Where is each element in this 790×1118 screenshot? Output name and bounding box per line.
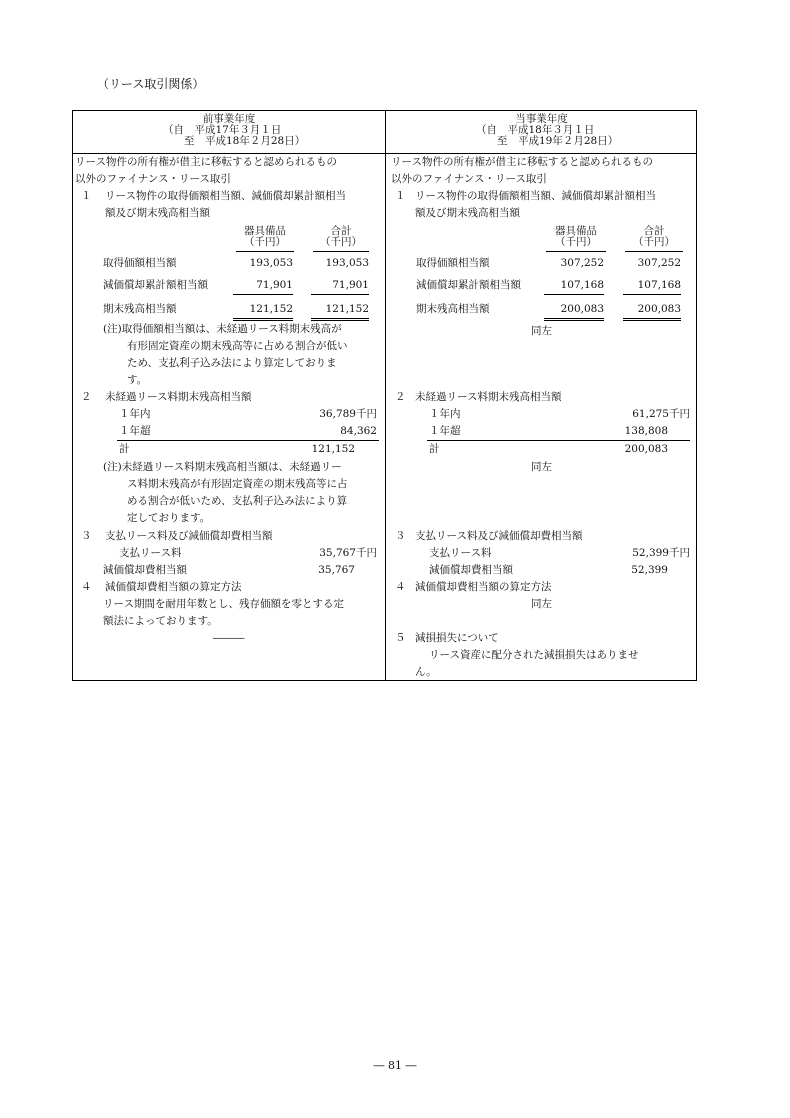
prev-s1-note-line1: (注)取得価額相当額は、未経過リース料期末残高が xyxy=(103,323,342,335)
prev-col1-unit: （千円） xyxy=(236,234,294,252)
prev-header-title: 前事業年度 xyxy=(202,113,256,125)
curr-s5-body-line1: リース資産に配分された減損損失はありませ xyxy=(429,649,639,661)
curr-row3-v2: 200,083 xyxy=(623,301,681,321)
curr-s2-num: ２ xyxy=(395,391,406,403)
prev-s2-row2-value: 84,362 xyxy=(340,425,377,437)
curr-intro-line2: 以外のファイナンス・リース取引 xyxy=(391,173,547,185)
prev-s2-num: ２ xyxy=(81,391,92,403)
prev-s4-heading: 減価償却費相当額の算定方法 xyxy=(105,581,242,593)
prev-s1-note-line2: 有形固定資産の期末残高等に占める割合が低い xyxy=(127,340,348,352)
prev-row3-label: 期末残高相当額 xyxy=(103,303,177,315)
curr-s4-num: ４ xyxy=(395,581,406,593)
prev-header-to: 至 平成18年２月28日） xyxy=(184,135,306,147)
prev-s3-row1-value: 35,767千円 xyxy=(319,547,377,559)
page-number: ― 81 ― xyxy=(373,1059,417,1072)
curr-s2-row1-label: １年内 xyxy=(429,408,461,420)
prev-row1-label: 取得価額相当額 xyxy=(103,257,177,269)
curr-year-column xyxy=(386,111,697,680)
curr-header-to: 至 平成19年２月28日） xyxy=(497,135,619,147)
prev-s4-num: ４ xyxy=(81,581,92,593)
prev-s1-heading-line2: 額及び期末残高相当額 xyxy=(105,207,210,219)
curr-header-from: （自 平成18年３月１日 xyxy=(476,124,595,136)
prev-s2-row3-label: 計 xyxy=(119,443,130,455)
prev-col2-unit: （千円） xyxy=(313,234,369,252)
curr-s3-num: ３ xyxy=(395,530,406,542)
curr-s2-row3-value: 200,083 xyxy=(624,443,668,455)
prev-col2-header: 合計 xyxy=(330,225,352,237)
curr-s4-body: 同左 xyxy=(531,598,552,610)
curr-row1-label: 取得価額相当額 xyxy=(416,257,490,269)
prev-s2-note-line2: ス料期末残高が有形固定資産の期末残高等に占 xyxy=(127,478,348,490)
lease-table xyxy=(72,110,697,681)
section-title: （リース取引関係） xyxy=(97,77,205,91)
prev-s1-heading-line1: リース物件の取得価額相当額、減価償却累計額相当 xyxy=(105,190,346,202)
prev-year-column xyxy=(73,111,385,680)
curr-row1-v1: 307,252 xyxy=(560,257,604,269)
prev-row1-v2: 193,053 xyxy=(325,257,369,269)
prev-s3-row2-value: 35,767 xyxy=(318,564,355,576)
prev-row2-v2: 71,901 xyxy=(311,277,369,295)
curr-row2-label: 減価償却累計額相当額 xyxy=(416,279,521,291)
prev-s1-num: １ xyxy=(81,190,92,202)
curr-s3-row1-value: 52,399千円 xyxy=(632,547,690,559)
curr-s1-note: 同左 xyxy=(531,325,552,337)
prev-s1-note-line3: ため、支払利子込み法により算定しておりま xyxy=(127,357,337,369)
curr-s2-row2-label: １年超 xyxy=(429,425,461,437)
curr-s5-body-line2: ん。 xyxy=(415,666,437,678)
prev-row1-v1: 193,053 xyxy=(249,257,293,269)
curr-s3-row1-label: 支払リース料 xyxy=(429,547,492,559)
prev-s3-row2-label: 減価償却費相当額 xyxy=(103,564,187,576)
prev-s2-note-line3: める割合が低いため、支払利子込み法により算 xyxy=(127,495,348,507)
curr-s1-num: １ xyxy=(395,190,406,202)
curr-s1-heading-line1: リース物件の取得価額相当額、減価償却累計額相当 xyxy=(415,190,656,202)
prev-s2-note-line1: (注)未経過リース料期末残高相当額は、未経過リー xyxy=(103,461,342,473)
curr-s2-row1-value: 61,275千円 xyxy=(632,408,690,420)
curr-row2-v2: 107,168 xyxy=(623,277,681,295)
prev-s2-note-line4: 定しております。 xyxy=(127,512,211,524)
curr-row3-label: 期末残高相当額 xyxy=(416,303,490,315)
curr-row3-v1: 200,083 xyxy=(544,301,604,321)
curr-s2-note: 同左 xyxy=(531,461,552,473)
prev-s1-note-line4: す。 xyxy=(127,374,148,386)
prev-s4-body-line1: リース期間を耐用年数とし、残存価額を零とする定 xyxy=(103,598,344,610)
prev-row3-v1: 121,152 xyxy=(233,301,293,321)
prev-s4-body-line2: 額法によっております。 xyxy=(103,615,218,627)
prev-s3-row1-label: 支払リース料 xyxy=(119,547,182,559)
prev-col1-header: 器具備品 xyxy=(244,225,286,237)
prev-row2-v1: 71,901 xyxy=(233,277,293,295)
curr-s5-heading: 減損損失について xyxy=(415,632,499,644)
prev-s3-heading: 支払リース料及び減価償却費相当額 xyxy=(105,530,273,542)
curr-s1-heading-line2: 額及び期末残高相当額 xyxy=(415,207,520,219)
prev-row2-label: 減価償却累計額相当額 xyxy=(103,279,208,291)
curr-s3-heading: 支払リース料及び減価償却費相当額 xyxy=(415,530,583,542)
prev-header-from: （自 平成17年３月１日 xyxy=(163,124,282,136)
curr-s5-num: ５ xyxy=(395,632,406,644)
curr-col2-unit: （千円） xyxy=(625,234,683,252)
curr-col1-unit: （千円） xyxy=(546,234,606,252)
prev-s2-row2-label: １年超 xyxy=(119,425,151,437)
curr-s2-heading: 未経過リース料期末残高相当額 xyxy=(415,391,562,403)
curr-col2-header: 合計 xyxy=(643,225,665,237)
prev-row3-v2: 121,152 xyxy=(311,301,369,321)
curr-header-title: 当事業年度 xyxy=(515,113,568,125)
curr-s2-row3-label: 計 xyxy=(429,443,440,455)
prev-intro-line1: リース物件の所有権が借主に移転すると認められるもの xyxy=(75,156,337,168)
prev-intro-line2: 以外のファイナンス・リース取引 xyxy=(75,173,231,185)
prev-s2-row1-label: １年内 xyxy=(119,408,151,420)
prev-s3-num: ３ xyxy=(81,530,92,542)
prev-s2-row1-value: 36,789千円 xyxy=(319,408,377,420)
curr-row1-v2: 307,252 xyxy=(637,257,681,269)
curr-s2-row2-value: 138,808 xyxy=(624,425,668,437)
prev-s2-heading: 未経過リース料期末残高相当額 xyxy=(105,391,252,403)
curr-s4-heading: 減価償却費相当額の算定方法 xyxy=(415,581,552,593)
prev-s2-row3-value: 121,152 xyxy=(311,443,355,455)
curr-s3-row2-value: 52,399 xyxy=(631,564,668,576)
curr-s3-row2-label: 減価償却費相当額 xyxy=(429,564,513,576)
curr-col1-header: 器具備品 xyxy=(555,225,597,237)
curr-intro-line1: リース物件の所有権が借主に移転すると認められるもの xyxy=(391,156,653,168)
prev-dash: ――― xyxy=(213,632,245,644)
curr-row2-v1: 107,168 xyxy=(544,277,604,295)
